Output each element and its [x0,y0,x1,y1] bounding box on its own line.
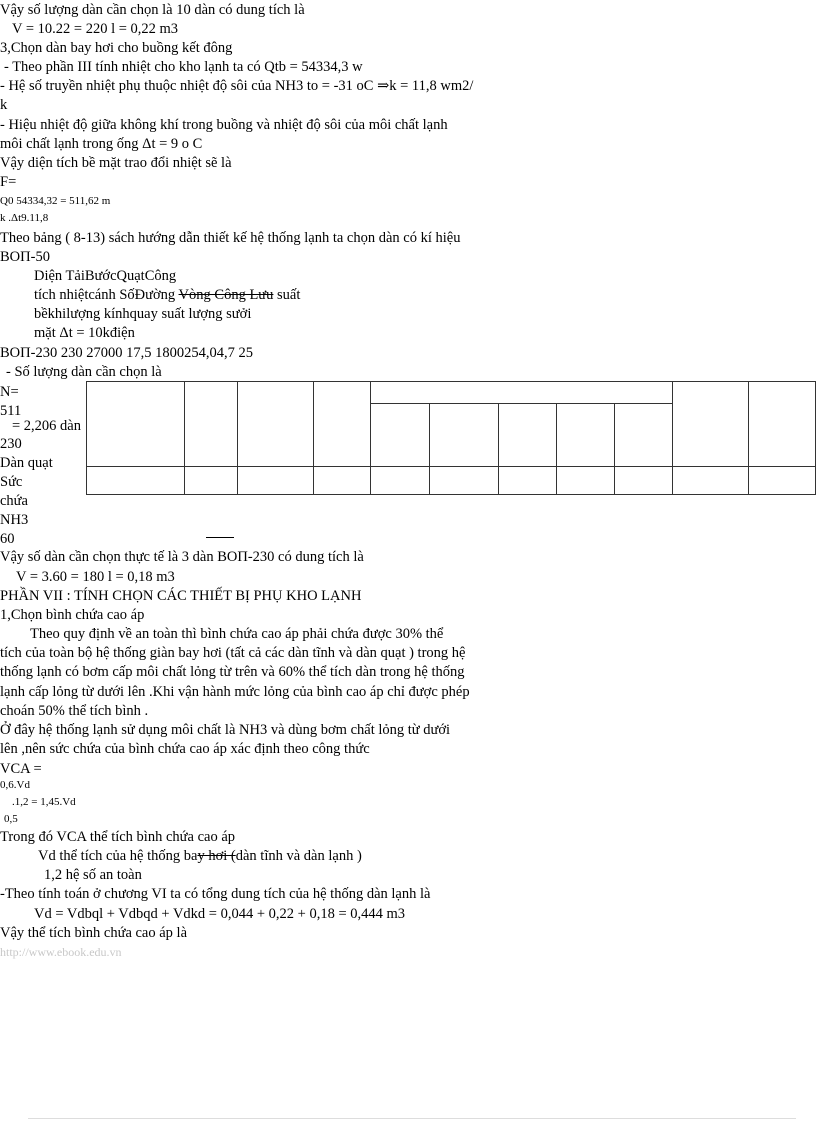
part-heading: PHẦN VII : TÍNH CHỌN CÁC THIẾT BỊ PHỤ KHO LẠNH [0,588,362,604]
text-line: lạnh cấp lỏng từ dưới lên .Khi vận hành mức lỏng của bình cao áp chỉ được phép [0,684,470,700]
table-header-line: bềkhilượng kínhquay suất lượng sưởi [34,306,252,322]
bottom-rule [28,1118,796,1119]
text-line: - Theo phần III tính nhiệt cho kho lạnh ta có Qtb = 54334,3 w [4,59,363,75]
formula-line: .1,2 = 1,45.Vd [12,796,76,808]
text-line: - Số lượng dàn cần chọn là [6,364,162,380]
header-fragment: suất [277,287,301,303]
text-fragment: Vd thể tích của hệ thống ba [38,848,198,864]
text-line: thống lạnh có bơm cấp môi chất lỏng từ trên và 60% thể tích dàn trong hệ thống [0,664,465,680]
formula-line: 0,6.Vd [0,779,30,791]
text-line: Theo quy định về an toàn thì bình chứa cao áp phải chứa được 30% thể [30,626,444,642]
text-line: Vậy số lượng dàn cần chọn là 10 dàn có dung tích là [0,2,305,18]
formula-line: VCA = [0,761,42,777]
text-fragment-struck: y hơi ( [197,848,236,864]
text-line: Vậy số dàn cần chọn thực tế là 3 dàn BOΠ-230 có dung tích là [0,549,364,565]
text-line: chứa [0,493,28,509]
text-fragment: dàn tĩnh và dàn lạnh ) [235,848,362,864]
text-line: - Hiệu nhiệt độ giữa không khí trong buồng và nhiệt độ sôi của môi chất lạnh [0,117,448,133]
table-header-line: mặt Δt = 10kđiện [34,325,135,341]
text-line: - Hệ số truyền nhiệt phụ thuộc nhiệt độ sôi của NH3 to = -31 oC ⇒k = 11,8 wm2/ [0,78,474,94]
text-line: Trong đó VCA thể tích bình chứa cao áp [0,829,236,845]
empty-table [86,381,816,495]
text-line: Vậy thể tích bình chứa cao áp là [0,925,188,941]
header-fragment-struck: Vòng Công Lưu [178,287,274,303]
formula-line: 230 [0,436,22,452]
text-line: lên ,nên sức chứa của bình chứa cao áp xác định theo công thức [0,741,370,757]
section-heading: 3,Chọn dàn bay hơi cho buồng kết đông [0,40,233,56]
formula-line: 511 [0,403,22,419]
formula-line: Vd = Vdbql + Vdbqd + Vdkd = 0,044 + 0,22 + 0,18 = 0,444 m3 [34,906,406,922]
model-code: BOΠ-50 [0,249,50,265]
text-line: k [0,97,8,113]
text-line [38,849,362,864]
text-line: Ở đây hệ thống lạnh sử dụng môi chất là NH3 và dùng bơm chất lỏng từ dưới [0,722,451,738]
text-line: Vậy diện tích bề mặt trao đổi nhiệt sẽ là [0,155,232,171]
table-row-line: BOΠ-230 230 27000 17,5 1800254,04,7 25 [0,345,253,361]
formula-line: V = 3.60 = 180 l = 0,18 m3 [16,569,175,585]
formula-line: F= [0,174,17,190]
text-line: 1,2 hệ số an toàn [44,867,142,883]
section-heading: 1,Chọn bình chứa cao áp [0,607,145,623]
text-line: môi chất lạnh trong ống Δt = 9 o C [0,136,203,152]
formula-line: N= [0,384,19,400]
formula-line: V = 10.22 = 220 l = 0,22 m3 [12,21,179,37]
formula-line: = 2,206 dàn [12,418,81,434]
short-rule [206,537,234,538]
table-header-line: Diện TảiBướcQuạtCông [34,268,177,284]
text-line: NH3 [0,512,29,528]
text-line: Theo bảng ( 8-13) sách hướng dẫn thiết kế hệ thống lạnh ta chọn dàn có kí hiệu [0,230,461,246]
formula-line: k .Δt9.11,8 [0,212,49,224]
formula-line: 0,5 [4,813,18,825]
text-line: Dàn quạt [0,455,53,471]
text-line: 60 [0,531,15,547]
text-line: choán 50% thể tích bình . [0,703,149,719]
text-line: Sức [0,474,23,490]
formula-line: Q0 54334,32 = 511,62 m [0,195,111,207]
text-line: tích của toàn bộ hệ thống giàn bay hơi (tất cả các dàn tĩnh và dàn quạt ) trong hệ [0,645,466,661]
table-header-line [34,288,300,303]
text-line: -Theo tính toán ở chương VI ta có tổng dung tích của hệ thống dàn lạnh là [0,886,431,902]
footer-url: http://www.ebook.edu.vn [0,945,122,959]
header-fragment: tích nhiệtcánh SốĐường [34,287,176,303]
